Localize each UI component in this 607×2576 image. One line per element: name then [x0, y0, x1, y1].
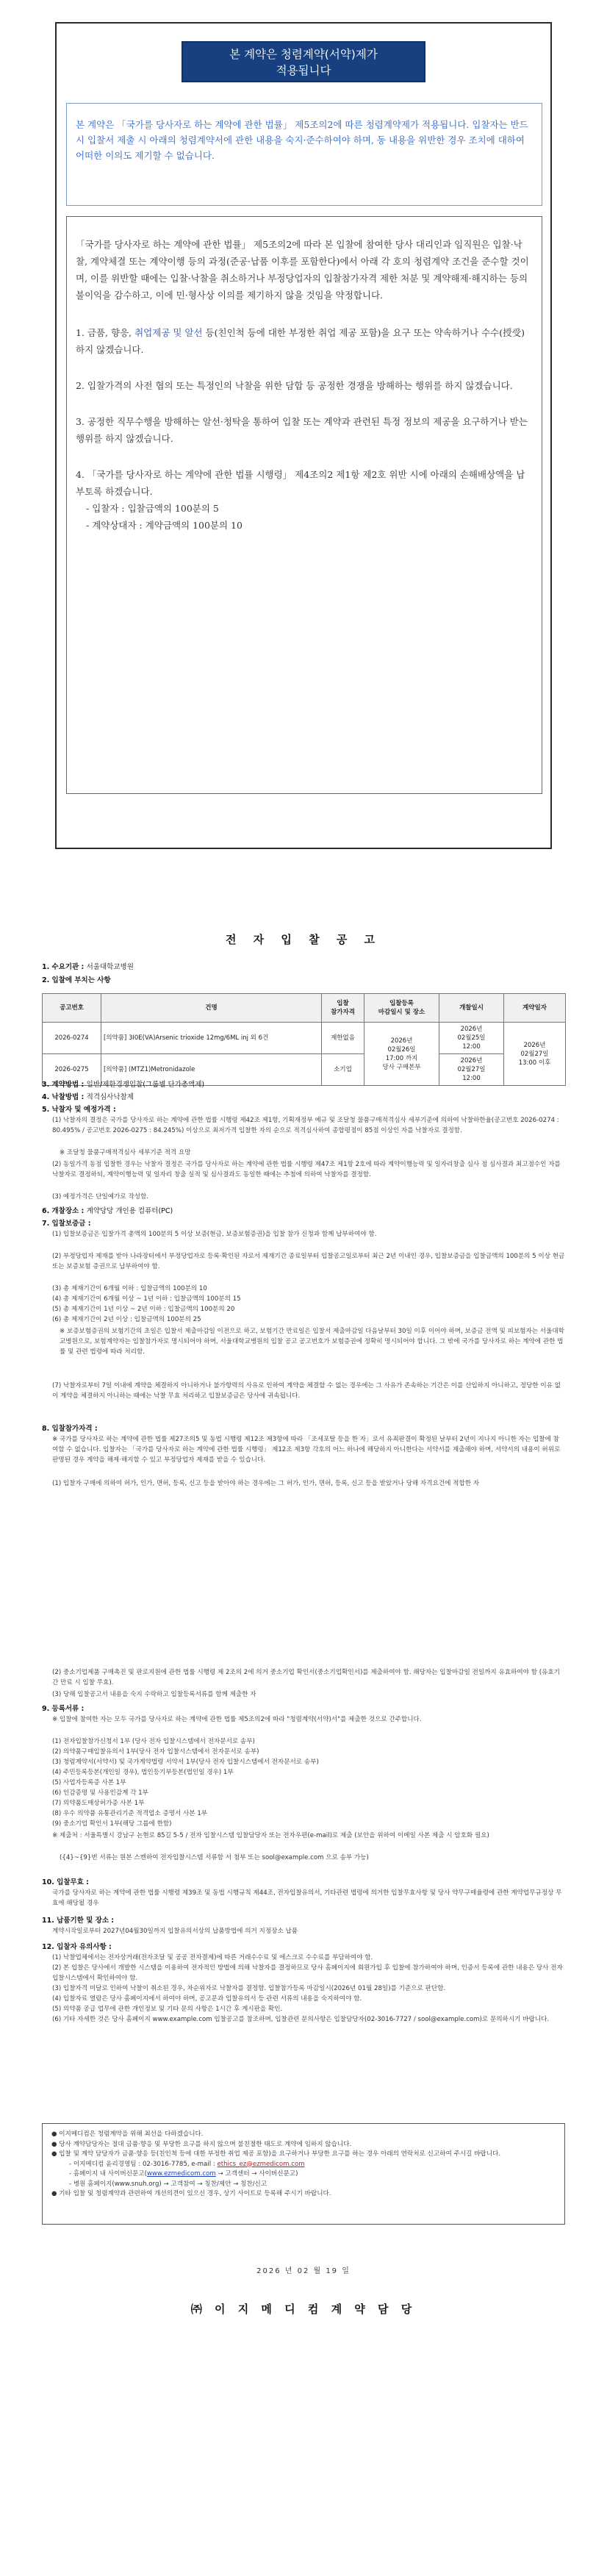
pact-notice: 본 계약은 「국가를 당사자로 하는 계약에 관한 법률」 제5조의2에 따른 청렴계약제가 적용됩니다. 입찰자는 반드시 입찰서 제출 시 아래의 청렴계약서에 관한 내용을 숙지·준수하여야 하며, 동 내용을 위반한 경우 조치에 대하여 어떠한 이의도 제기할 수 없습니다.: [66, 103, 542, 206]
pact-clause-3: 3. 공정한 직무수행을 방해하는 알선·청탁을 통하여 입찰 또는 계약과 관련된 특정 정보의 제공을 요구하거나 받는 행위를 하지 않겠습니다.: [76, 416, 528, 444]
col-header-name: 건명: [101, 994, 322, 1023]
notice-title: 전 자 입 찰 공 고: [225, 933, 382, 946]
cell-deadline: 2026년 02월26일 17:00 까지 당사 구매본부: [364, 1023, 439, 1086]
cyber-report-label: - 홈페이지 내 사이버신문고(: [69, 2170, 147, 2178]
bid-items-heading: 2. 입찰에 부치는 사항: [42, 976, 111, 984]
pact-title-line1: 본 계약은 청렴계약(서약)제가: [229, 48, 378, 61]
col-header-no: 공고번호: [43, 994, 101, 1023]
bond-p4: (4) 총 제재기간이 6개월 이상 ~ 1년 이하 : 입찰금액의 100분의 15: [52, 1295, 241, 1303]
cell-qual: 소기업: [322, 1054, 364, 1086]
ethics-contact-box: [42, 2123, 565, 2225]
list-item: (5) 의약품 공급 업무에 관한 개인정보 및 기타 문의 사항은 1시간 후 게시판을 확인.: [52, 2006, 283, 2013]
winner-heading: 5. 낙찰자 및 예정가격 :: [42, 1106, 116, 1114]
cell-no: 2026-0274: [43, 1023, 101, 1054]
documents-heading: 9. 등록서류 :: [42, 1705, 85, 1713]
list-item: (9) 중소기업 확인서 1부(해당 그룹에 한함): [52, 1820, 172, 1828]
documents-list: [42, 1736, 565, 1829]
bid-notice-continued: [42, 1667, 565, 2572]
cell-qual: 제한없음: [322, 1023, 364, 1054]
clause-1-highlight: 취업제공 및 알선: [134, 327, 203, 338]
qualification-p1: (1) 입찰자 구매에 의하여 허가, 인가, 면허, 등록, 신고 등을 받아야 하는 경우에는 그 허가, 인가, 면허, 등록, 신고 등을 받았거나 당해 자격요건에 적합한 자: [52, 1480, 480, 1487]
contract-method: [42, 1078, 204, 1089]
bond-p1: (1) 입찰보증금은 입찰가격 총액의 100분의 5 이상 보증(현금, 보증보험증권)을 입찰 참가 신청과 함께 납부하여야 함.: [52, 1231, 377, 1238]
winner-note: ※ 조달청 물품구매적격심사 세부기준 적격 요망: [60, 1149, 191, 1156]
ethics-email-link[interactable]: ethics_ez@ezmedicom.com: [217, 2160, 305, 2168]
bond-p5: (5) 총 제재기간이 1년 이상 ~ 2년 이하 : 입찰금액의 100분의 20: [52, 1306, 235, 1313]
ethics-contact-3: - 병원 홈페이지(www.snuh.org) → 고객참여 → 칭찬/제안 → 칭찬/신고: [69, 2180, 267, 2188]
clause-4-bidder: - 입찰자 : 입찰금액의 100분의 5: [86, 503, 219, 514]
contract-method-value: 일반/제한경쟁입찰(그룹별 단가총액제): [86, 1081, 205, 1089]
bond-p7: (7) 낙찰자로부터 7일 이내에 계약을 체결하지 아니하거나 불가항력의 사유로 인하여 계약을 체결할 수 없는 경우에는 그 사유가 존속하는 기간은 이를 산입하지 아니하고, 정당한 이유 없이 계약을 체결하지 아니하는 때에는 낙찰 무효 처리하고 입찰보증금은 당사에 귀속됩니다.: [52, 1382, 561, 1400]
pact-title-line2: 적용됩니다: [276, 64, 331, 77]
cell-open: 2026년 02월27일 12:00: [439, 1054, 504, 1086]
list-item: (1) 낙찰업체에서는 전자상거래(전자조달 및 공공 전자결제)에 따른 거래수수료 및 에스크로 수수료를 부담하여야 함.: [52, 1954, 373, 1961]
pact-title: [182, 41, 425, 82]
qualification-heading: 8. 입찰참가자격 :: [42, 1425, 98, 1433]
qualification-note: ※ 국가를 당사자로 하는 계약에 관한 법률 제27조의5 및 동법 시행령 제12조 제3항에 따라 「조세포탈 등을 한 자」로서 유죄판결이 확정된 날부터 2년이 지나지 아니한 자는 입찰에 참여할 수 없습니다. 입찰자는 「국가를 당사자로 하는 계약에 관한 법률 시행령」 제12조 제3항 각호의 어느 하나에 해당하지 아니한다는 서약서를 제출해야 하며, 서약서의 내용이 허위로 판명된 경우 계약을 해제·해지할 수 있고 부정당업자 제재를 받을 수 있습니다.: [52, 1436, 561, 1464]
winner-p3: (3) 예정가격은 단일예가로 작성함.: [52, 1193, 149, 1201]
list-item: (4) 입찰자료 열람은 당사 홈페이지에서 하여야 하며, 공고문과 입찰유의서 등 관련 서류의 내용을 숙지하여야 함.: [52, 1995, 362, 2003]
ethics-contact-1: [51, 2160, 556, 2170]
list-item: (7) 의약품도매상허가증 사본 1부: [52, 1800, 145, 1807]
list-item: (2) 본 입찰은 당사에서 개발한 시스템을 이용하여 전자적인 방법에 의해 낙찰자를 결정하므로 당사 홈페이지에 회원가입 후 입찰에 참가하여야 하며, 인증서 등록에 관한 내용은 당사 전자 입찰시스템에서 확인하여야 함.: [52, 1964, 563, 1982]
bid-bond-heading: 7. 입찰보증금 :: [42, 1220, 91, 1228]
clause-1-text-c: 등(친인척 등에 대한 부정한 취업 제공 포함)을 요구 또는 약속하거나 수수(授受)하지 않겠습니다.: [76, 327, 525, 355]
integrity-pact-section: [55, 22, 552, 849]
notes-heading: 12. 입찰자 유의사항 :: [42, 1943, 112, 1951]
notes-list: [42, 1953, 565, 2025]
list-item: (1) 전자입찰참가신청서 1부 (당사 전자 입찰시스템에서 전자문서로 송부): [52, 1738, 255, 1745]
cyber-report-path: → 고객센터 → 사이버신문고): [215, 2170, 298, 2178]
winner-p2: (2) 동일가격 동점 입찰한 경우는 낙찰자 결정은 국가를 당사자로 하는 계약에 관한 법률 시행령 제47조 제1항 2호에 따라 계약이행능력 및 일자리창출 심사 점 심사결과 최고점수인 자를 낙찰자로 결정하되, 계약이행능력 및 일자리 창출 실적 및 심사결과도 동일한 때에는 추첨에 의하여 낙찰자를 결정함.: [52, 1161, 561, 1178]
cell-name: [의약품] 3I0E(VA)Arsenic trioxide 12mg/6ML inj 외 6건: [101, 1023, 322, 1054]
list-item: (5) 사업자등록증 사본 1부: [52, 1779, 126, 1786]
issuer-name: ㈜ 이 지 메 디 컴 계 약 담 당: [190, 2303, 417, 2316]
list-item: (3) 청렴계약서(서약서) 및 국가계약법령 서약서 1부(당사 전자 입찰시스템에서 전자문서로 송부): [52, 1759, 319, 1766]
award-method: [42, 1091, 134, 1101]
homepage-link[interactable]: www.ezmedicom.com: [146, 2170, 216, 2178]
bid-notice-section: [42, 931, 565, 1578]
cell-open: 2026년 02월25일 12:00: [439, 1023, 504, 1054]
list-item: (4) 주민등록등본(개인일 경우), 법인등기부등본(법인일 경우) 1부: [52, 1769, 234, 1776]
col-header-open: 개찰일시: [439, 994, 504, 1023]
ethics-line-4: ● 기타 입찰 및 청렴계약과 관련하여 개선의견이 있으신 경우, 상기 사이트로 등록해 주시기 바랍니다.: [51, 2190, 331, 2197]
invalid-text: 국가를 당사자로 하는 계약에 관한 법률 시행령 제39조 및 동법 시행규칙 제44조, 전자입찰유의서, 기타관련 법령에 의거한 입찰무효사항 및 당사 약무구매율령에 관한 계약업무규정상 무효에 해당될 경우: [52, 1889, 562, 1907]
ethics-contact-2: [51, 2169, 556, 2180]
list-item: (6) 기타 자세한 것은 당사 홈페이지 www.example.com 입찰공고를 참조하며, 입찰관련 문의사항은 입찰담당자(02-3016-7727 / sool@example.com)로 문의하시기 바랍니다.: [52, 2016, 550, 2023]
clause-1-text-a: 1. 금품, 향응,: [76, 327, 135, 338]
ethics-line-2: ● 당사 계약담당자는 절대 금품·향응 및 부당한 요구를 하지 않으며 불친절한 태도로 계약에 임하지 않습니다.: [51, 2140, 352, 2148]
ethics-team-label: - 이지메디컴 윤리경영팀 : 02-3016-7785, e-mail :: [69, 2160, 218, 2168]
delivery-heading: 11. 납품기한 및 장소 :: [42, 1917, 115, 1925]
clause-4-contractor: - 계약상대자 : 계약금액의 100분의 10: [86, 520, 243, 531]
opening-place: [42, 1205, 173, 1215]
winner-p1: (1) 낙찰자의 결정은 국가를 당사자로 하는 계약에 관한 법률 시행령 제42조 제1항, 기획재정부 예규 및 조달청 물품구매적격심사 세부기준에 의하여 낙찰하한율(공고번호 2026-0274 : 80.495% / 공고번호 2026-0275 : 84.245%) 이상으로 최저가격 입찰한 자의 순으로 적격심사하여 종합평점이 85점 이상인 자를 낙찰자로 결정함.: [52, 1117, 559, 1134]
list-item: (3) 입찰자격 미달로 인하여 낙찰이 취소된 경우, 차순위자로 낙찰자를 결정함. 입찰참가등록 마감일시(2026년 01월 28일)를 기준으로 판단함.: [52, 1985, 446, 1992]
issue-date: 2026 년 02 월 19 일: [256, 2267, 351, 2275]
documents-submission: ※ 제출처 : 서울특별시 강남구 논현로 85길 5-5 / 전자 입찰시스템 입찰담당자 또는 전자우편(e-mail)로 제출 (보안을 위하여 이메일 사본 제출 시 암호화 필요): [52, 1832, 489, 1839]
list-item: (6) 인감증명 및 사용인감계 각 1부: [52, 1789, 148, 1797]
bid-table: [42, 993, 566, 1086]
pact-clause-2: 2. 입찰가격의 사전 협의 또는 특정인의 낙찰을 위한 담합 등 공정한 경쟁을 방해하는 행위를 하지 않겠습니다.: [76, 380, 513, 391]
bond-note: ※ 보증보험증권의 보험기간의 초일은 입찰서 제출마감일 이전으로 하고, 보험기간 만료일은 입찰서 제출마감일 다음날부터 30일 이후 이어야 하며, 보증금 전액 및 피보험자는 서울대학교병원으로, 보험계약자는 입찰참가자로 명시되어야 하며, 서울대학교병원의 입찰 공고 공고번호가 보험증권에 정확히 명시되어야 합니다. 그 밖에 국가를 당사자로 하는 계약에 관한 법률 및 관련 법령에 따라 처리함.: [60, 1328, 564, 1356]
opening-place-value: 계약당당 개인용 컴퓨터(PC): [86, 1207, 173, 1215]
demand-agency: [42, 961, 134, 971]
delivery-text: 계약시작일로부터 2027년04월30일까지 입찰유의서상의 납품방법에 의거 지정장소 납품: [52, 1928, 298, 1935]
cell-contract: 2026년 02월27일 13:00 이후: [504, 1023, 566, 1086]
list-item: (8) 우수 의약품 유통관리기준 적격업소 증명서 사본 1부: [52, 1810, 208, 1817]
ethics-line-3: ● 입찰 및 계약 담당자가 금품·향응 등(친인척 등에 대한 부정한 취업 제공 포함)을 요구하거나 부당한 요구를 하는 경우 아래의 연락처로 신고하여 주시길 바랍니다.: [51, 2150, 501, 2158]
table-row: [43, 1023, 566, 1054]
invalid-heading: 10. 입찰무효 :: [42, 1878, 89, 1886]
bond-p2: (2) 부정당업자 제재를 받아 나라장터에서 부정당업자로 등록·확인된 자로서 제재기간 종료일부터 입찰공고일로부터 최근 2년 이내인 경우, 입찰보증금을 입찰금액의 100분의 5 이상 현금 또는 보증보험 증권으로 납부하여야 함.: [52, 1253, 565, 1270]
bond-p6: (6) 총 제재기간이 2년 이상 : 입찰금액의 100분의 25: [52, 1316, 201, 1323]
col-header-deadline: 입찰등록 마감일시 및 장소: [364, 994, 439, 1023]
col-header-contract: 계약일자: [504, 994, 566, 1023]
list-item: (2) 의약품구매입찰유의서 1부(당사 전자 입찰시스템에서 전자문서로 송부): [52, 1748, 259, 1756]
documents-note: ※ 입찰에 참여한 자는 모두 국가를 당사자로 하는 계약에 관한 법률 제5조의2에 따라 "청렴계약(서약)서"를 제출한 것으로 간주합니다.: [52, 1716, 422, 1723]
demand-agency-value: 서울대학교병원: [86, 963, 134, 971]
opening-place-label: 6. 개찰장소 :: [42, 1207, 87, 1215]
award-method-value: 적격심사낙찰제: [86, 1093, 134, 1101]
table-header-row: [43, 994, 566, 1023]
qualification-p2: (2) 중소기업제품 구매촉진 및 판로지원에 관한 법률 시행령 제 2조의 2에 의거 중소기업 확인서(중소기업확인서)를 제출하여야 함. 해당자는 입찰마감일 전일까지 유효하여야 함 (유효기간 만료 시 입찰 무효).: [52, 1669, 560, 1686]
pact-body: [66, 216, 542, 794]
pact-clause-4: [76, 466, 533, 534]
cell-name: [의약품] (MTZ1)Metronidazole: [101, 1054, 322, 1086]
ethics-line-1: ● 이지메디컴은 청렴계약을 위해 최선을 다하겠습니다.: [51, 2130, 204, 2138]
col-header-qual: 입찰 참가자격: [322, 994, 364, 1023]
demand-agency-label: 1. 수요기관 :: [42, 963, 87, 971]
pact-intro: 「국가를 당사자로 하는 계약에 관한 법률」 제5조의2에 따라 본 입찰에 참여한 당사 대리인과 임직원은 입찰·낙찰, 계약체결 또는 계약이행 등의 과정(준공·납품 이후를 포함한다)에서 아래 각 호의 청렴계약 조건을 준수할 것이며, 이를 위반할 때에는 입찰·낙찰을 취소하거나 부정당업자의 입찰참가자격 제한 처분 및 계약해제·해지하는 등의 불이익을 감수하고, 이에 민·형사상 이의를 제기하지 않을 것임을 약정합니다.: [76, 239, 529, 301]
cell-no: 2026-0275: [43, 1054, 101, 1086]
qualification-p3: (3) 당해 입찰공고서 내용을 숙지 수락하고 입찰등록서류를 함께 제출한 자: [52, 1691, 256, 1698]
award-method-label: 4. 낙찰방법 :: [42, 1093, 87, 1101]
contract-method-label: 3. 계약방법 :: [42, 1081, 87, 1089]
pact-clause-1: [76, 324, 533, 358]
documents-submission-2: ({4}~{9}번 서류는 원본 스캔하여 전자입찰시스템 서류함 서 첨부 또는 sool@example.com 으로 송부 가능): [60, 1854, 369, 1861]
clause-4-text: 4. 「국가를 당사자로 하는 계약에 관한 법률 시행령」 제4조의2 제1항 제2호 위반 시에 아래의 손해배상액을 납부토록 하겠습니다.: [76, 469, 525, 497]
bond-p3: (3) 총 제재기간이 6개월 이하 : 입찰금액의 100분의 10: [52, 1285, 207, 1292]
